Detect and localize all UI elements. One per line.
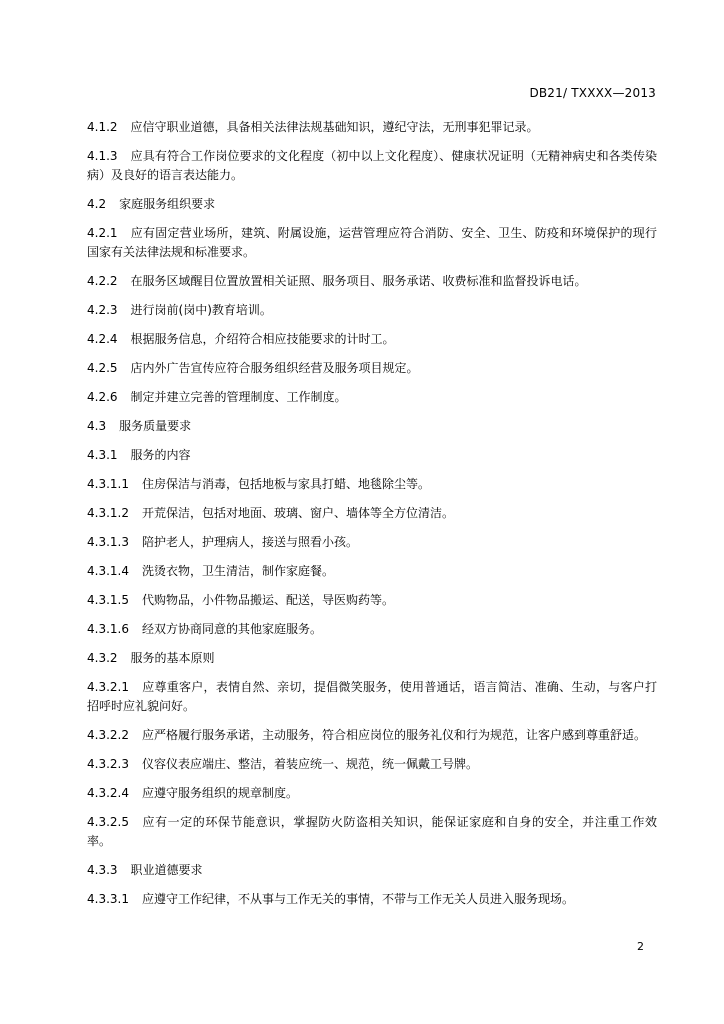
clause-number: 4.2.1	[87, 226, 118, 240]
clause-text: 仪容仪表应端庄、整洁，着装应统一、规范，统一佩戴工号牌。	[141, 757, 478, 771]
clause-number: 4.3.1	[87, 448, 118, 462]
clause-paragraph	[87, 784, 657, 803]
clause-text: 洗烫衣物，卫生清洁，制作家庭餐。	[141, 564, 334, 578]
clause-text: 应尊重客户，表情自然、亲切，提倡微笑服务，使用普通话，语言简洁、准确、生动，与客户打招呼时应礼貌问好。	[87, 680, 657, 713]
section-heading	[87, 417, 657, 436]
clause-text: 代购物品，小件物品搬运、配送，导医购药等。	[141, 593, 394, 607]
clause-paragraph	[87, 755, 657, 774]
clause-number: 4.1.2	[87, 120, 118, 134]
clause-number: 4.3.1.5	[87, 593, 129, 607]
document-body	[87, 118, 657, 919]
clause-text: 应严格履行服务承诺，主动服务，符合相应岗位的服务礼仪和行为规范，让客户感到尊重舒适。	[141, 728, 646, 742]
clause-number: 4.2.3	[87, 303, 118, 317]
clause-number: 4.2.2	[87, 274, 118, 288]
clause-paragraph	[87, 591, 657, 610]
section-heading	[87, 195, 657, 214]
clause-paragraph	[87, 504, 657, 523]
clause-text: 服务的基本原则	[130, 651, 215, 665]
clause-paragraph	[87, 533, 657, 552]
clause-number: 4.3.1.3	[87, 535, 129, 549]
clause-paragraph	[87, 147, 657, 185]
clause-number: 4.3	[87, 419, 107, 433]
clause-number: 4.1.3	[87, 149, 118, 163]
clause-text: 应遵守服务组织的规章制度。	[141, 786, 298, 800]
clause-text: 服务的内容	[130, 448, 191, 462]
clause-number: 4.2.6	[87, 390, 118, 404]
clause-paragraph	[87, 272, 657, 291]
clause-number: 4.3.2.1	[87, 680, 129, 694]
clause-text: 开荒保洁，包括对地面、玻璃、窗户、墙体等全方位清洁。	[141, 506, 454, 520]
clause-number: 4.3.1.6	[87, 622, 129, 636]
clause-paragraph	[87, 890, 657, 909]
clause-text: 职业道德要求	[130, 863, 203, 877]
clause-number: 4.3.1.4	[87, 564, 129, 578]
clause-number: 4.3.3	[87, 863, 118, 877]
clause-paragraph	[87, 678, 657, 716]
clause-paragraph	[87, 475, 657, 494]
clause-number: 4.3.3.1	[87, 892, 129, 906]
clause-text: 根据服务信息，介绍符合相应技能要求的计时工。	[130, 332, 395, 346]
page-number: 2	[637, 940, 644, 953]
subsection-heading	[87, 446, 657, 465]
clause-paragraph	[87, 118, 657, 137]
clause-text: 应有固定营业场所，建筑、附属设施，运营管理应符合消防、安全、卫生、防疫和环境保护的现行国家有关法律法规和标准要求。	[87, 226, 657, 259]
clause-text: 经双方协商同意的其他家庭服务。	[141, 622, 322, 636]
clause-text: 应遵守工作纪律，不从事与工作无关的事情，不带与工作无关人员进入服务现场。	[141, 892, 574, 906]
clause-number: 4.3.2.4	[87, 786, 129, 800]
document-code: DB21/ TXXXX—2013	[529, 86, 656, 100]
clause-text: 进行岗前(岗中)教育培训。	[130, 303, 272, 317]
clause-number: 4.3.2.5	[87, 815, 129, 829]
clause-text: 店内外广告宣传应符合服务组织经营及服务项目规定。	[130, 361, 419, 375]
clause-text: 在服务区域醒目位置放置相关证照、服务项目、服务承诺、收费标准和监督投诉电话。	[130, 274, 587, 288]
clause-paragraph	[87, 224, 657, 262]
clause-text: 制定并建立完善的管理制度、工作制度。	[130, 390, 347, 404]
clause-paragraph	[87, 620, 657, 639]
clause-number: 4.2	[87, 197, 107, 211]
clause-paragraph	[87, 301, 657, 320]
clause-text: 陪护老人，护理病人，接送与照看小孩。	[141, 535, 358, 549]
clause-number: 4.3.1.1	[87, 477, 129, 491]
clause-text: 应有一定的环保节能意识，掌握防火防盗相关知识，能保证家庭和自身的安全，并注重工作效率。	[87, 815, 657, 848]
clause-number: 4.3.1.2	[87, 506, 129, 520]
clause-number: 4.2.4	[87, 332, 118, 346]
clause-paragraph	[87, 726, 657, 745]
clause-text: 住房保洁与消毒，包括地板与家具打蜡、地毯除尘等。	[141, 477, 430, 491]
clause-text: 应具有符合工作岗位要求的文化程度（初中以上文化程度）、健康状况证明（无精神病史和各类传染病）及良好的语言表达能力。	[87, 149, 657, 182]
clause-text: 应信守职业道德，具备相关法律法规基础知识，遵纪守法，无刑事犯罪记录。	[130, 120, 539, 134]
clause-number: 4.3.2.3	[87, 757, 129, 771]
clause-number: 4.3.2	[87, 651, 118, 665]
clause-number: 4.2.5	[87, 361, 118, 375]
clause-paragraph	[87, 330, 657, 349]
clause-number: 4.3.2.2	[87, 728, 129, 742]
clause-paragraph	[87, 388, 657, 407]
subsection-heading	[87, 861, 657, 880]
clause-text: 家庭服务组织要求	[119, 197, 216, 211]
clause-paragraph	[87, 562, 657, 581]
subsection-heading	[87, 649, 657, 668]
clause-text: 服务质量要求	[119, 419, 192, 433]
clause-paragraph	[87, 359, 657, 378]
clause-paragraph	[87, 813, 657, 851]
